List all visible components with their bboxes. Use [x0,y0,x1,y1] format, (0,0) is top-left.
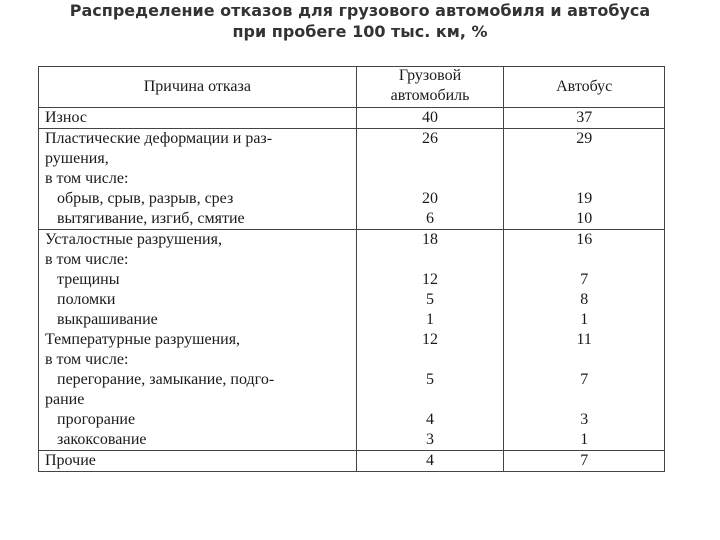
truck-value [363,390,498,410]
header-cause: Причина отказа [39,67,357,108]
truck-value: 20 [422,190,439,207]
bus-value: 29 [576,130,593,147]
table-header-row [39,67,665,108]
cause-line: Температурные разрушения, [45,331,241,348]
truck-value: 18 [422,231,439,248]
truck-value: 5 [426,291,435,308]
bus-cell [504,451,665,472]
bus-value: 16 [576,231,593,248]
header-bus: Автобус [504,67,665,108]
cause-line: Износ [45,109,87,126]
cause-cell [39,129,357,230]
truck-cell [356,129,504,230]
truck-value: 3 [426,431,435,448]
truck-cell [356,108,504,129]
table-row [39,451,665,472]
cause-subitem: перегорание, замыкание, подго- [57,371,275,388]
cause-subitem: поломки [57,291,116,308]
bus-value: 7 [580,271,589,288]
truck-cell [356,451,504,472]
cause-subitem: вытягивание, изгиб, смятие [57,210,245,227]
table-row [39,129,665,230]
truck-value: 26 [422,130,439,147]
cause-cell [39,451,357,472]
cause-subitem: обрыв, срыв, разрыв, срез [57,190,234,207]
truck-value [363,350,498,370]
cause-line: Усталостные разрушения, [45,231,222,248]
truck-value: 40 [422,109,439,126]
truck-value: 12 [422,331,439,348]
cause-subitem: прогорание [57,411,136,428]
failure-distribution-table [38,66,665,472]
bus-value: 19 [576,190,593,207]
truck-value [363,169,498,189]
cause-line: в том числе: [45,170,129,187]
cause-line: в том числе: [45,251,129,268]
bus-value [510,250,658,270]
bus-cell [504,230,665,451]
bus-value: 3 [580,411,589,428]
cause-line: рушения, [45,150,109,167]
truck-cell [356,230,504,451]
title-line-2: при пробеге 100 тыс. км, % [232,22,488,41]
cause-line: Прочие [45,452,96,469]
bus-value: 1 [580,431,589,448]
header-truck-line-1: Грузовой [398,67,462,84]
title-line-1: Распределение отказов для грузового автомобиля и автобуса [69,1,651,20]
bus-value: 10 [576,210,593,227]
truck-value [363,149,498,169]
truck-value: 4 [426,411,435,428]
bus-value [510,390,658,410]
cause-line: в том числе: [45,351,129,368]
table-row [39,230,665,451]
truck-value: 6 [426,210,435,227]
bus-cell [504,129,665,230]
header-truck-line-2: автомобиль [390,87,470,104]
cause-cell [39,108,357,129]
truck-value: 5 [426,371,435,388]
header-truck [356,67,504,108]
cause-subitem: закоксование [57,431,147,448]
table-row [39,108,665,129]
cause-subitem: выкрашивание [57,311,158,328]
bus-cell [504,108,665,129]
cause-line: Пластические деформации и раз- [45,130,273,147]
truck-value: 1 [426,311,435,328]
truck-value: 12 [422,271,439,288]
bus-value [510,350,658,370]
bus-value: 7 [580,452,589,469]
cause-line: рание [45,391,85,408]
truck-value [363,250,498,270]
cause-cell [39,230,357,451]
cause-subitem: трещины [57,271,120,288]
bus-value: 11 [576,331,592,348]
bus-value [510,149,658,169]
bus-value: 37 [576,109,593,126]
bus-value: 7 [580,371,589,388]
bus-value: 1 [580,311,589,328]
bus-value: 8 [580,291,589,308]
table-title [0,0,720,42]
bus-value [510,169,658,189]
truck-value: 4 [426,452,435,469]
